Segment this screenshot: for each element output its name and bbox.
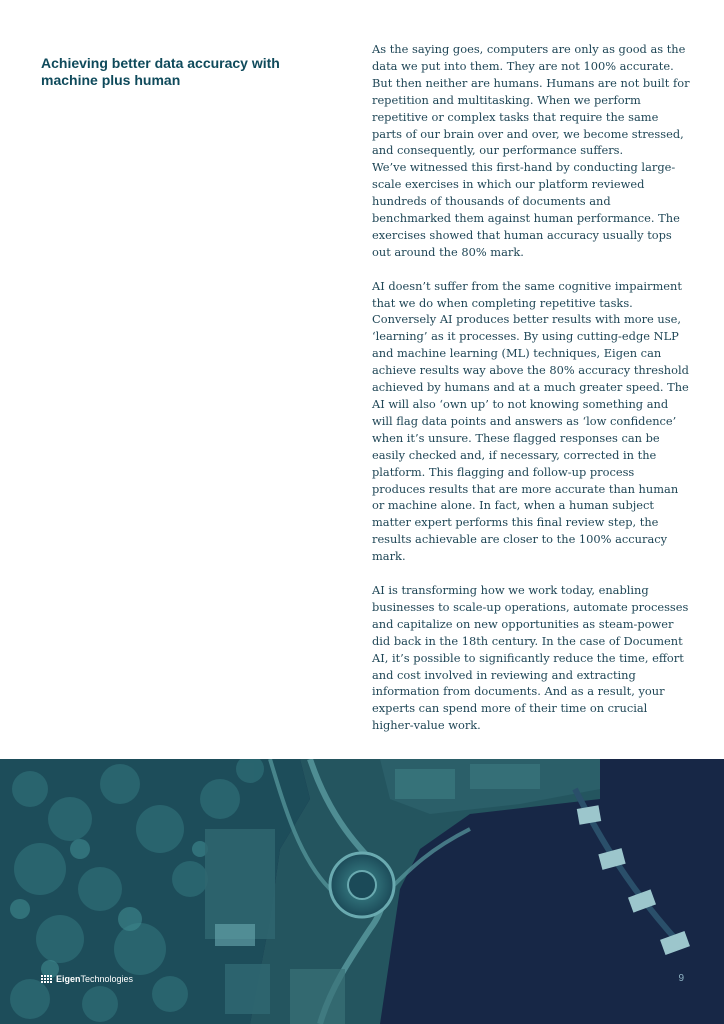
eigen-logo-icon [41, 975, 52, 983]
body-paragraph-4: AI is transforming how we work today, enabling businesses to scale-up operations, automate processes and capitalize on new opportunities as steam-power did back in the 18th century. In the case of Document AI, it’s possible to significantly reduce the time, effort and cost involved in reviewing and extracting information from documents. And as a result, your experts can spend more of their time on crucial higher-value work. [372, 582, 689, 733]
logo-text [56, 974, 133, 984]
logo-text-bold: Eigen [56, 974, 81, 984]
body-paragraph-1: As the saying goes, computers are only as good as the data we put into them. They are not 100% accurate. But then neither are humans. Humans are not built for repetition and multitasking. When we perform repetitive or complex tasks that require the same parts of our brain over and over, we become stressed, and consequently, our performance suffers. [372, 42, 690, 158]
eigen-logo [41, 973, 133, 985]
section-heading: Achieving better data accuracy with machine plus human [41, 54, 280, 88]
page-number: 9 [678, 973, 684, 984]
body-paragraph-2: We’ve witnessed this first-hand by conducting large-scale exercises in which our platform reviewed hundreds of thousands of documents and benchmarked them against human performance. The exercises showed that human accuracy usually tops out around the 80% mark. [372, 160, 680, 259]
body-paragraph-3: AI doesn’t suffer from the same cognitive impairment that we do when completing repetitive tasks. Conversely AI produces better results with more use, ‘learning’ as it processes. By using cutting-edge NLP and machine learning (ML) techniques, Eigen can achieve results way above the 80% accuracy threshold achieved by humans and at a much greater speed. The AI will also ‘own up’ to not knowing something and will flag data points and answers as ‘low confidence’ when it’s unsure. These flagged responses can be easily checked and, if necessary, corrected in the platform. This flagging and follow-up process produces results that are more accurate than human or machine alone. In fact, when a human subject matter expert performs this final review step, the results achievable are closer to the 100% accuracy mark. [372, 278, 689, 564]
logo-text-regular: Technologies [80, 974, 134, 984]
body-text-column [372, 41, 690, 751]
